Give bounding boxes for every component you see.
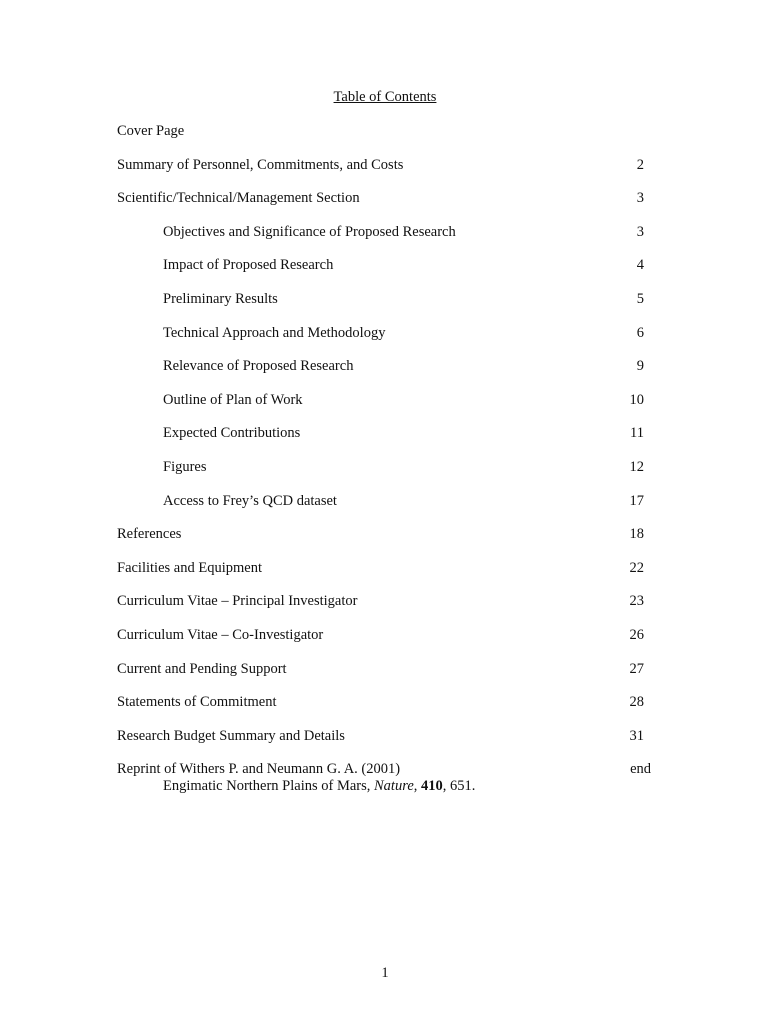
toc-entry <box>117 424 651 458</box>
toc-entry <box>117 223 651 257</box>
toc-entry-reprint <box>117 760 651 800</box>
toc-entry-page: 5 <box>636 290 644 307</box>
toc-entry-page: 22 <box>629 559 644 576</box>
toc-entry <box>117 592 651 626</box>
toc-entry <box>117 391 651 425</box>
toc-entry <box>117 458 651 492</box>
toc-entry-page: 6 <box>636 324 644 341</box>
reprint-pages: , 651. <box>442 778 476 795</box>
toc-entry-page: 9 <box>636 358 644 375</box>
toc-entry-label: Research Budget Summary and Details <box>117 727 345 744</box>
toc-entry-label: Relevance of Proposed Research <box>163 358 354 375</box>
reprint-line-1: Reprint of Withers P. and Neumann G. A. (2001) <box>117 761 401 778</box>
toc-entry-page: 18 <box>629 526 644 543</box>
toc-entry-label: Statements of Commitment <box>117 694 277 711</box>
toc-entry-label: Preliminary Results <box>163 290 278 307</box>
toc-entry-label: Scientific/Technical/Management Section <box>117 190 360 207</box>
toc-entry <box>117 122 651 156</box>
reprint-title: Engimatic Northern Plains of Mars, <box>163 778 375 795</box>
toc-entry-label: Outline of Plan of Work <box>163 391 303 408</box>
toc-entry-label: Facilities and Equipment <box>117 559 262 576</box>
toc-entry <box>117 324 651 358</box>
reprint-page: end <box>630 761 651 778</box>
reprint-volume: 410 <box>421 778 443 795</box>
toc-entry <box>117 693 651 727</box>
toc-entry-page: 10 <box>629 391 644 408</box>
toc-entry-label: Figures <box>163 458 207 475</box>
toc-entry <box>117 256 651 290</box>
toc-entry <box>117 357 651 391</box>
toc-entry-page: 28 <box>629 694 644 711</box>
toc-entry-label: Access to Frey’s QCD dataset <box>163 492 337 509</box>
toc-entry-label: Objectives and Significance of Proposed Research <box>163 223 456 240</box>
reprint-separator: , <box>413 778 422 795</box>
toc-entry-label: References <box>117 526 182 543</box>
toc-entry <box>117 492 651 526</box>
toc-entry-page: 27 <box>629 660 644 677</box>
toc-entry-page: 11 <box>630 425 644 442</box>
toc-entry <box>117 189 651 223</box>
toc-entry-page: 17 <box>629 492 644 509</box>
toc-entry <box>117 559 651 593</box>
toc-entry-page: 12 <box>629 458 644 475</box>
toc-entry-label: Cover Page <box>117 123 185 139</box>
toc-entry-label: Impact of Proposed Research <box>163 257 334 274</box>
page-footer-number: 1 <box>381 965 389 981</box>
toc-entry-page: 3 <box>636 223 644 240</box>
toc-entry-label: Expected Contributions <box>163 425 301 442</box>
toc-entry-label: Summary of Personnel, Commitments, and Costs <box>117 156 404 173</box>
toc-entry <box>117 525 651 559</box>
toc-entry-page: 26 <box>629 626 644 643</box>
toc-entry <box>117 727 651 761</box>
toc-entry <box>117 660 651 694</box>
toc-entry <box>117 290 651 324</box>
toc-entry-label: Curriculum Vitae – Principal Investigator <box>117 593 358 610</box>
toc-entry-page: 31 <box>629 727 644 744</box>
toc-entry <box>117 626 651 660</box>
toc-entry <box>117 156 651 190</box>
toc-entry-page: 23 <box>629 593 644 610</box>
toc-entries <box>117 122 651 800</box>
toc-entry-label: Current and Pending Support <box>117 660 287 677</box>
toc-entry-page: 4 <box>636 257 644 274</box>
toc-entry-page: 2 <box>636 156 644 173</box>
toc-entry-label: Curriculum Vitae – Co-Investigator <box>117 626 324 643</box>
page-title: Table of Contents <box>333 89 437 105</box>
reprint-line-2 <box>163 777 475 795</box>
reprint-journal: Nature <box>374 778 414 795</box>
toc-entry-label: Technical Approach and Methodology <box>163 324 386 341</box>
toc-entry-page: 3 <box>636 190 644 207</box>
